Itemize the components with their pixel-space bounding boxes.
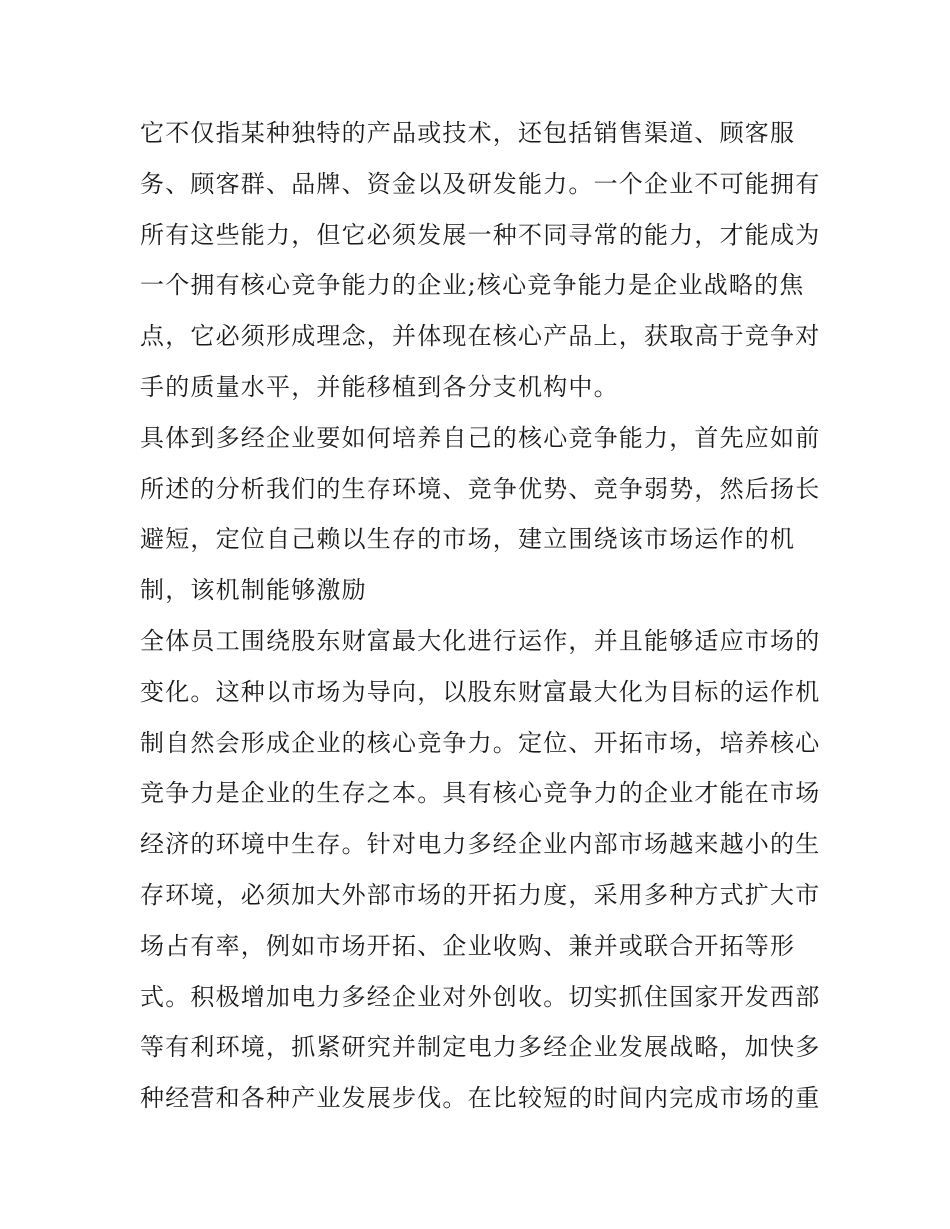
text-line: 等有利环境，抓紧研究并制定电力多经企业发展战略，加快多 [140,1033,821,1062]
text-line: 点，它必须形成理念，并体现在核心产品上，获取高于竞争对 [140,322,821,351]
text-line: 经济的环境中生存。针对电力多经企业内部市场越来越小的生 [140,830,821,859]
text-line: 种经营和各种产业发展步伐。在比较短的时间内完成市场的重 [140,1084,821,1113]
text-line: 手的质量水平，并能移植到各分支机构中。 [140,372,619,401]
text-line: 所有这些能力，但它必须发展一种不同寻常的能力，才能成为 [140,220,821,249]
body-text [140,108,820,1124]
text-line: 务、顾客群、品牌、资金以及研发能力。一个企业不可能拥有 [140,169,821,198]
text-line: 竞争力是企业的生存之本。具有核心竞争力的企业才能在市场 [140,779,821,808]
text-line: 存环境，必须加大外部市场的开拓力度，采用多种方式扩大市 [140,880,821,909]
text-line: 所述的分析我们的生存环境、竞争优势、竞争弱势，然后扬长 [140,474,821,503]
text-line: 场占有率，例如市场开拓、企业收购、兼并或联合开拓等形 [140,931,796,960]
text-line: 制，该机制能够激励 [140,576,367,605]
text-line: 具体到多经企业要如何培养自己的核心竞争能力，首先应如前 [140,423,821,452]
text-line: 式。积极增加电力多经企业对外创收。切实抓住国家开发西部 [140,982,821,1011]
text-line: 它不仅指某种独特的产品或技术，还包括销售渠道、顾客服 [140,119,796,147]
text-line: 一个拥有核心竞争能力的企业;核心竞争能力是企业战略的焦 [140,271,805,300]
text-line: 变化。这种以市场为导向，以股东财富最大化为目标的运作机 [140,677,821,706]
text-line: 避短，定位自己赖以生存的市场，建立围绕该市场运作的机 [140,525,796,554]
text-line: 全体员工围绕股东财富最大化进行运作，并且能够适应市场的 [140,626,821,655]
text-line: 制自然会形成企业的核心竞争力。定位、开拓市场，培养核心 [140,728,821,757]
